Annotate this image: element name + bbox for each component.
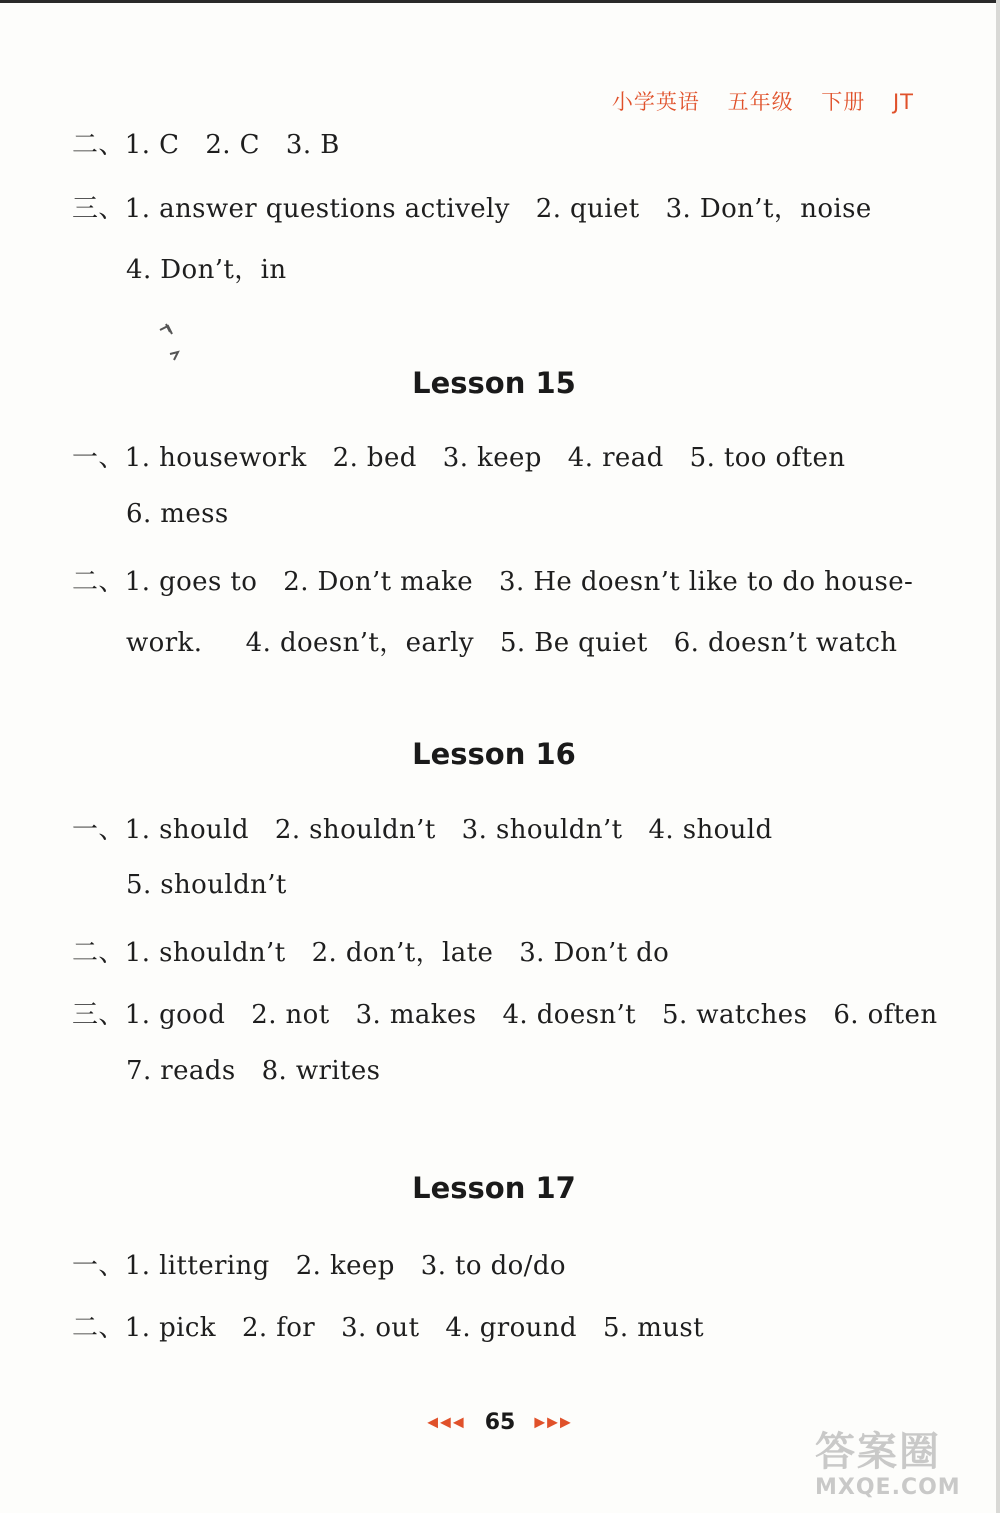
page-top-edge [0, 0, 1000, 3]
answer-line: 6. mess [126, 499, 229, 529]
answer-line: 二、1. goes to 2. Don’t make 3. He doesn’t like to do house- [72, 567, 914, 597]
answer-line: 三、1. good 2. not 3. makes 4. doesn’t 5. watches 6. often [72, 1000, 938, 1030]
lesson-16-heading: Lesson 16 [412, 737, 576, 771]
answer-line: 5. shouldn’t [126, 870, 287, 900]
answer-line: work. 4. doesn’t，early 5. Be quiet 6. doesn’t watch [126, 628, 898, 658]
answer-line: 二、1. shouldn’t 2. don’t，late 3. Don’t do [72, 938, 670, 968]
header-grade: 五年级 [727, 90, 794, 114]
prev-arrows-icon: ◀◀◀ [427, 1414, 466, 1431]
watermark-logo: 答案圈 [815, 1429, 941, 1475]
page-header [612, 86, 914, 116]
lesson-17-heading: Lesson 17 [412, 1171, 576, 1205]
pen-mark [156, 320, 184, 364]
header-subject: 小学英语 [611, 90, 700, 114]
watermark-url: MXQE.COM [815, 1475, 961, 1500]
header-volume: 下册 [821, 90, 866, 114]
page-right-edge [996, 0, 1000, 1513]
answer-line: 二、1. C 2. C 3. B [72, 130, 340, 160]
next-arrows-icon: ▶▶▶ [534, 1414, 573, 1431]
watermark [815, 1420, 990, 1505]
answer-line: 一、1. should 2. shouldn’t 3. shouldn’t 4. should [72, 815, 773, 845]
answer-line: 一、1. littering 2. keep 3. to do/do [72, 1251, 566, 1281]
answer-line: 4. Don’t，in [126, 255, 287, 285]
answer-line: 三、1. answer questions actively 2. quiet 3. Don’t，noise [72, 194, 872, 224]
header-edition: JT [892, 90, 914, 114]
answer-line: 二、1. pick 2. for 3. out 4. ground 5. must [72, 1313, 705, 1343]
answer-line: 一、1. housework 2. bed 3. keep 4. read 5. too often [72, 443, 846, 473]
answer-line: 7. reads 8. writes [126, 1056, 381, 1086]
lesson-15-heading: Lesson 15 [412, 366, 576, 400]
page-number: 65 [484, 1410, 516, 1435]
